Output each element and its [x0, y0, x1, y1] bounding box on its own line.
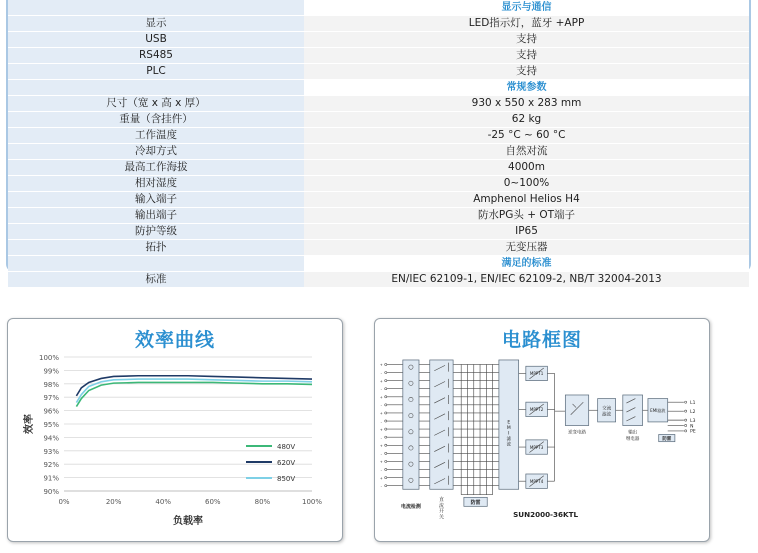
- y-tick-label: 91%: [43, 474, 59, 483]
- terminal-sign: -: [380, 371, 382, 376]
- spec-section-row: [8, 80, 749, 96]
- spec-key: RS485: [8, 48, 304, 64]
- spec-value: -25 °C ~ 60 °C: [304, 128, 749, 144]
- spec-row: [8, 240, 749, 256]
- current-detect-label: 电流检测: [401, 504, 421, 511]
- output-terminal-label: N: [690, 424, 694, 430]
- spec-row: [8, 176, 749, 192]
- input-terminal: [385, 477, 387, 479]
- spec-key: [8, 0, 304, 16]
- spec-row: [8, 16, 749, 32]
- spec-row: [8, 112, 749, 128]
- spec-key: 冷却方式: [8, 144, 304, 160]
- spec-key: 防护等级: [8, 224, 304, 240]
- spec-row: [8, 32, 749, 48]
- terminal-sign: -: [380, 468, 382, 473]
- spec-key: [8, 256, 304, 272]
- emi-in-label: E M I 滤波: [506, 420, 512, 448]
- efficiency-panel-title: 效率曲线: [134, 329, 215, 351]
- spec-row: [8, 64, 749, 80]
- series-line-480V: [76, 382, 312, 406]
- spec-row: [8, 272, 749, 288]
- output-terminal-label: L2: [690, 409, 696, 415]
- input-terminal: [385, 460, 387, 462]
- input-terminal: [385, 371, 387, 373]
- efficiency-panel: [7, 318, 343, 542]
- terminal-sign: +: [379, 427, 383, 432]
- terminal-sign: -: [380, 403, 382, 408]
- spec-key: [8, 80, 304, 96]
- mppt-label: MPPT4: [529, 478, 544, 484]
- y-tick-label: 100%: [38, 354, 59, 362]
- spec-section-row: [8, 0, 749, 16]
- y-tick-label: 99%: [43, 367, 59, 376]
- spec-row: [8, 208, 749, 224]
- terminal-sign: +: [379, 363, 383, 368]
- terminal-sign: -: [380, 387, 382, 392]
- dc-switch-label: 直流开关: [438, 496, 444, 521]
- spec-value: LED指示灯，蓝牙 +APP: [304, 16, 749, 32]
- input-terminal: [385, 468, 387, 470]
- input-terminal: [385, 485, 387, 487]
- circuit-panel-title: 电路框图: [501, 329, 582, 351]
- spec-row: [8, 192, 749, 208]
- terminal-sign: -: [380, 484, 382, 489]
- x-tick-label: 20%: [105, 498, 122, 506]
- spec-value: 无变压器: [304, 240, 749, 256]
- spec-key: 工作温度: [8, 128, 304, 144]
- spec-value: 0~100%: [304, 176, 749, 192]
- spec-key: 相对湿度: [8, 176, 304, 192]
- y-tick-label: 97%: [43, 394, 59, 403]
- x-tick-label: 80%: [254, 498, 271, 506]
- spec-value: 62 kg: [304, 112, 749, 128]
- spec-key: 显示: [8, 16, 304, 32]
- protection-in-label: 防雷: [470, 500, 481, 507]
- spec-key: USB: [8, 32, 304, 48]
- spec-key: 重量（含挂件）: [8, 112, 304, 128]
- spec-key: PLC: [8, 64, 304, 80]
- spec-section-title: 显示与通信: [304, 0, 749, 16]
- input-terminal: [385, 380, 387, 382]
- spec-table: [8, 0, 749, 288]
- output-terminal: [685, 430, 687, 432]
- model-label: SUN2000-36KTL: [513, 510, 579, 520]
- terminal-sign: +: [379, 476, 383, 481]
- input-terminal: [385, 404, 387, 406]
- spec-value: IP65: [304, 224, 749, 240]
- x-tick-label: 0%: [58, 498, 70, 506]
- output-terminal: [685, 419, 687, 421]
- inverter-block: [565, 395, 588, 426]
- spec-value: EN/IEC 62109-1, EN/IEC 62109-2, NB/T 32004-2013: [304, 272, 749, 288]
- y-tick-label: 93%: [43, 447, 59, 456]
- spec-key: 最高工作海拔: [8, 160, 304, 176]
- y-tick-label: 98%: [43, 380, 59, 389]
- spec-row: [8, 96, 749, 112]
- spec-table-panel: [6, 0, 751, 285]
- output-relay-label: 输出: [628, 430, 638, 436]
- input-terminal: [385, 396, 387, 398]
- mppt-label: MPPT1: [529, 371, 544, 377]
- spec-value: 930 x 550 x 283 mm: [304, 96, 749, 112]
- spec-value: 支持: [304, 32, 749, 48]
- spec-row: [8, 128, 749, 144]
- terminal-sign: -: [380, 435, 382, 440]
- circuit-panel: [374, 318, 710, 542]
- emi-out-label: EMI滤波: [650, 408, 666, 414]
- y-tick-label: 94%: [43, 434, 59, 443]
- output-terminal-label: PE: [690, 429, 696, 435]
- spec-key: 输入端子: [8, 192, 304, 208]
- current-detect-block: [403, 360, 419, 489]
- spec-key: 拓扑: [8, 240, 304, 256]
- y-tick-label: 90%: [43, 488, 59, 496]
- output-relay-label: 继电器: [625, 436, 640, 442]
- spec-value: 支持: [304, 64, 749, 80]
- spec-row: [8, 160, 749, 176]
- output-terminal-label: L1: [690, 400, 696, 406]
- spec-value: 自然对流: [304, 144, 749, 160]
- x-tick-label: 60%: [205, 498, 221, 506]
- ac-filter-label: 滤波: [602, 412, 612, 418]
- output-terminal: [685, 410, 687, 412]
- spec-value: 防水PG头 + OT端子: [304, 208, 749, 224]
- protection-out-label: 防雷: [662, 436, 672, 442]
- terminal-sign: +: [379, 395, 383, 400]
- input-terminal: [385, 420, 387, 422]
- terminal-sign: +: [379, 411, 383, 416]
- spec-section-title: 常规参数: [304, 80, 749, 96]
- input-terminal: [385, 436, 387, 438]
- spec-row: [8, 144, 749, 160]
- spec-value: 4000m: [304, 160, 749, 176]
- y-tick-label: 96%: [43, 407, 59, 416]
- input-terminal: [385, 452, 387, 454]
- dc-switch-block: [430, 360, 453, 489]
- terminal-sign: +: [379, 379, 383, 384]
- input-terminal: [385, 428, 387, 430]
- x-tick-label: 100%: [301, 498, 323, 506]
- circuit-diagram: [375, 319, 709, 541]
- terminal-sign: -: [380, 419, 382, 424]
- mppt-label: MPPT3: [529, 444, 544, 450]
- legend-label-620V: 620V: [277, 459, 296, 467]
- spec-key: 输出端子: [8, 208, 304, 224]
- y-tick-label: 92%: [43, 461, 59, 470]
- input-terminal: [385, 388, 387, 390]
- terminal-sign: +: [379, 444, 383, 449]
- input-terminal: [385, 412, 387, 414]
- spec-row: [8, 224, 749, 240]
- y-tick-label: 95%: [43, 421, 59, 429]
- x-axis-label: 负载率: [173, 516, 203, 527]
- spec-key: 标准: [8, 272, 304, 288]
- spec-section-row: [8, 256, 749, 272]
- output-relay-block: [623, 395, 643, 426]
- output-terminal: [685, 401, 687, 403]
- spec-key: 尺寸（宽 x 高 x 厚）: [8, 96, 304, 112]
- spec-row: [8, 48, 749, 64]
- inverter-label: 逆变电路: [568, 430, 586, 436]
- ac-filter-label: 交流: [602, 406, 612, 412]
- y-axis-label: 效率: [24, 414, 35, 434]
- efficiency-chart: [8, 319, 342, 541]
- x-tick-label: 40%: [155, 498, 171, 506]
- output-terminal-label: L3: [690, 418, 696, 424]
- terminal-sign: -: [380, 452, 382, 457]
- input-terminal: [385, 444, 387, 446]
- spec-section-title: 满足的标准: [304, 256, 749, 272]
- input-terminal: [385, 363, 387, 365]
- legend-label-480V: 480V: [277, 443, 296, 451]
- legend-label-850V: 850V: [277, 475, 296, 483]
- spec-value: Amphenol Helios H4: [304, 192, 749, 208]
- terminal-sign: +: [379, 460, 383, 465]
- output-terminal: [685, 424, 687, 426]
- mppt-label: MPPT2: [529, 407, 544, 413]
- spec-value: 支持: [304, 48, 749, 64]
